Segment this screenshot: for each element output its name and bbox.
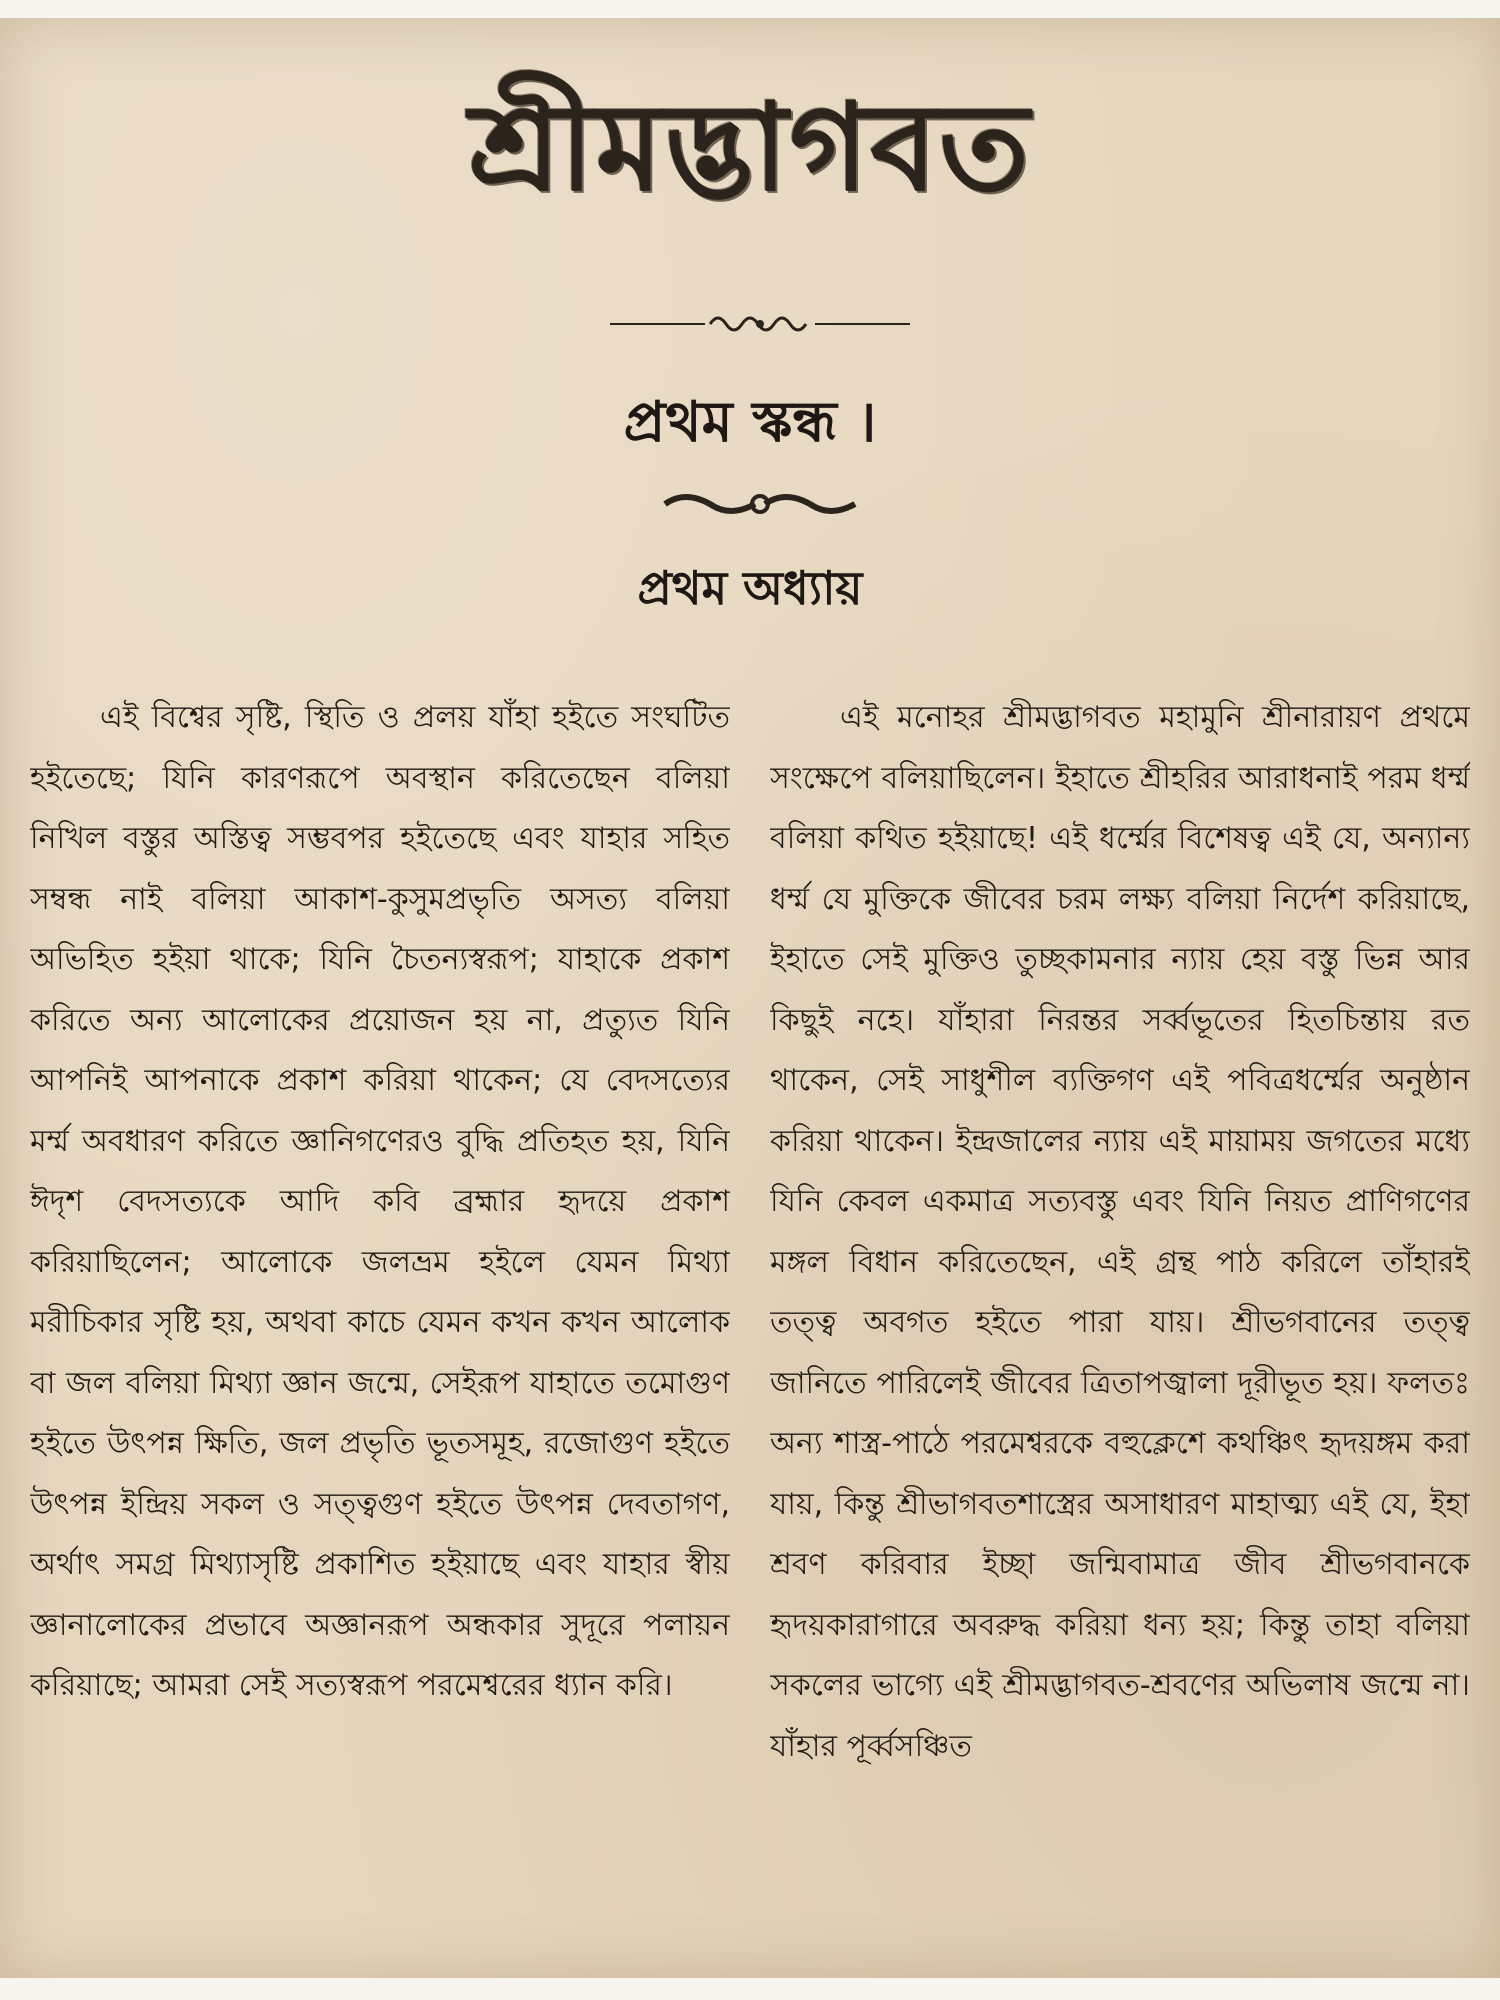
right-paragraph: এই মনোহর শ্রীমদ্ভাগবত মহামুনি শ্রীনারায়ণ প্রথমে সংক্ষেপে বলিয়াছিলেন। ইহাতে শ্রীহরির আরাধনাই পরম ধর্ম্ম বলিয়া কথিত হইয়াছে! এই ধর্ম্মের বিশেষত্ব এই যে, অন্যান্য ধর্ম্ম যে মুক্তিকে জীবের চরম লক্ষ্য বলিয়া নির্দেশ করিয়াছে, ইহাতে সেই মুক্তিও তুচ্ছকামনার ন্যায় হেয় বস্তু ভিন্ন আর কিছুই নহে। যাঁহারা নিরন্তর সর্ব্বভূতের হিতচিন্তায় রত থাকেন, সেই সাধুশীল ব্যক্তিগণ এই পবিত্রধর্ম্মের অনুষ্ঠান করিয়া থাকেন। ইন্দ্রজালের ন্যায় এই মায়াময় জগতের মধ্যে যিনি কেবল একমাত্র সত্যবস্তু এবং যিনি নিয়ত প্রাণিগণের মঙ্গল বিধান করিতেছেন, এই গ্রন্থ পাঠ করিলে তাঁহারই তত্ত্ব অবগত হইতে পারা যায়। শ্রীভগবানের তত্ত্ব জানিতে পারিলেই জীবের ত্রিতাপজ্বালা দূরীভূত হয়। ফলতঃ অন্য শাস্ত্র-পাঠে পরমেশ্বরকে বহুক্লেশে কথঞ্চিৎ হৃদয়ঙ্গম করা যায়, কিন্তু শ্রীভাগবতশাস্ত্রের অসাধারণ মাহাত্ম্য এই যে, ইহা শ্রবণ করিবার ইচ্ছা জন্মিবামাত্র জীব শ্রীভগবানকে হৃদয়কারাগারে অবরুদ্ধ করিয়া ধন্য হয়; কিন্তু তাহা বলিয়া সকলের ভাগ্যে এই শ্রীমদ্ভাগবত-শ্রবণের অভিলাষ জন্মে না। যাঁহার পূর্ব্বসঞ্চিত xyxy=(770,700,1470,1764)
left-paragraph: এই বিশ্বের সৃষ্টি, স্থিতি ও প্রলয় যাঁহা হইতে সংঘটিত হইতেছে; যিনি কারণরূপে অবস্থান করিতেছেন বলিয়া নিখিল বস্তুর অস্তিত্ব সম্ভবপর হইতেছে এবং যাহার সহিত সম্বন্ধ নাই বলিয়া আকাশ-কুসুমপ্রভৃতি অসত্য বলিয়া অভিহিত হইয়া থাকে; যিনি চৈতন্যস্বরূপ; যাহাকে প্রকাশ করিতে অন্য আলোকের প্রয়োজন হয় না, প্রত্যুত যিনি আপনিই আপনাকে প্রকাশ করিয়া থাকেন; যে বেদসত্যের মর্ম্ম অবধারণ করিতে জ্ঞানিগণেরও বুদ্ধি প্রতিহত হয়, যিনি ঈদৃশ বেদসত্যকে আদি কবি ব্রহ্মার হৃদয়ে প্রকাশ করিয়াছিলেন; আলোকে জলভ্রম হইলে যেমন মিথ্যা মরীচিকার সৃষ্টি হয়, অথবা কাচে যেমন কখন কখন আলোক বা জল বলিয়া মিথ্যা জ্ঞান জন্মে, সেইরূপ যাহাতে তমোগুণ হইতে উৎপন্ন ক্ষিতি, জল প্রভৃতি ভূতসমূহ, রজোগুণ হইতে উৎপন্ন ইন্দ্রিয় সকল ও সত্ত্বগুণ হইতে উৎপন্ন দেবতাগণ, অর্থাৎ সমগ্র মিথ্যাসৃষ্টি প্রকাশিত হইয়াছে এবং যাহার স্বীয় জ্ঞানালোকের প্রভাবে অজ্ঞানরূপ অন্ধকার সুদূরে পলায়ন করিয়াছে; আমরা সেই সত্যস্বরূপ পরমেশ্বরের ধ্যান করি। xyxy=(30,700,730,1703)
book-page xyxy=(0,18,1500,1978)
left-column xyxy=(30,688,730,1888)
divider-ornament xyxy=(610,304,910,344)
right-column xyxy=(770,688,1470,1888)
skandha-heading: প্রথম স্কন্ধ । xyxy=(623,390,877,455)
adhyay-heading: প্রথম অধ্যায় xyxy=(637,561,863,615)
book-title: শ্রীমদ্ভাগবত xyxy=(468,77,1032,218)
small-ornament xyxy=(660,486,860,522)
